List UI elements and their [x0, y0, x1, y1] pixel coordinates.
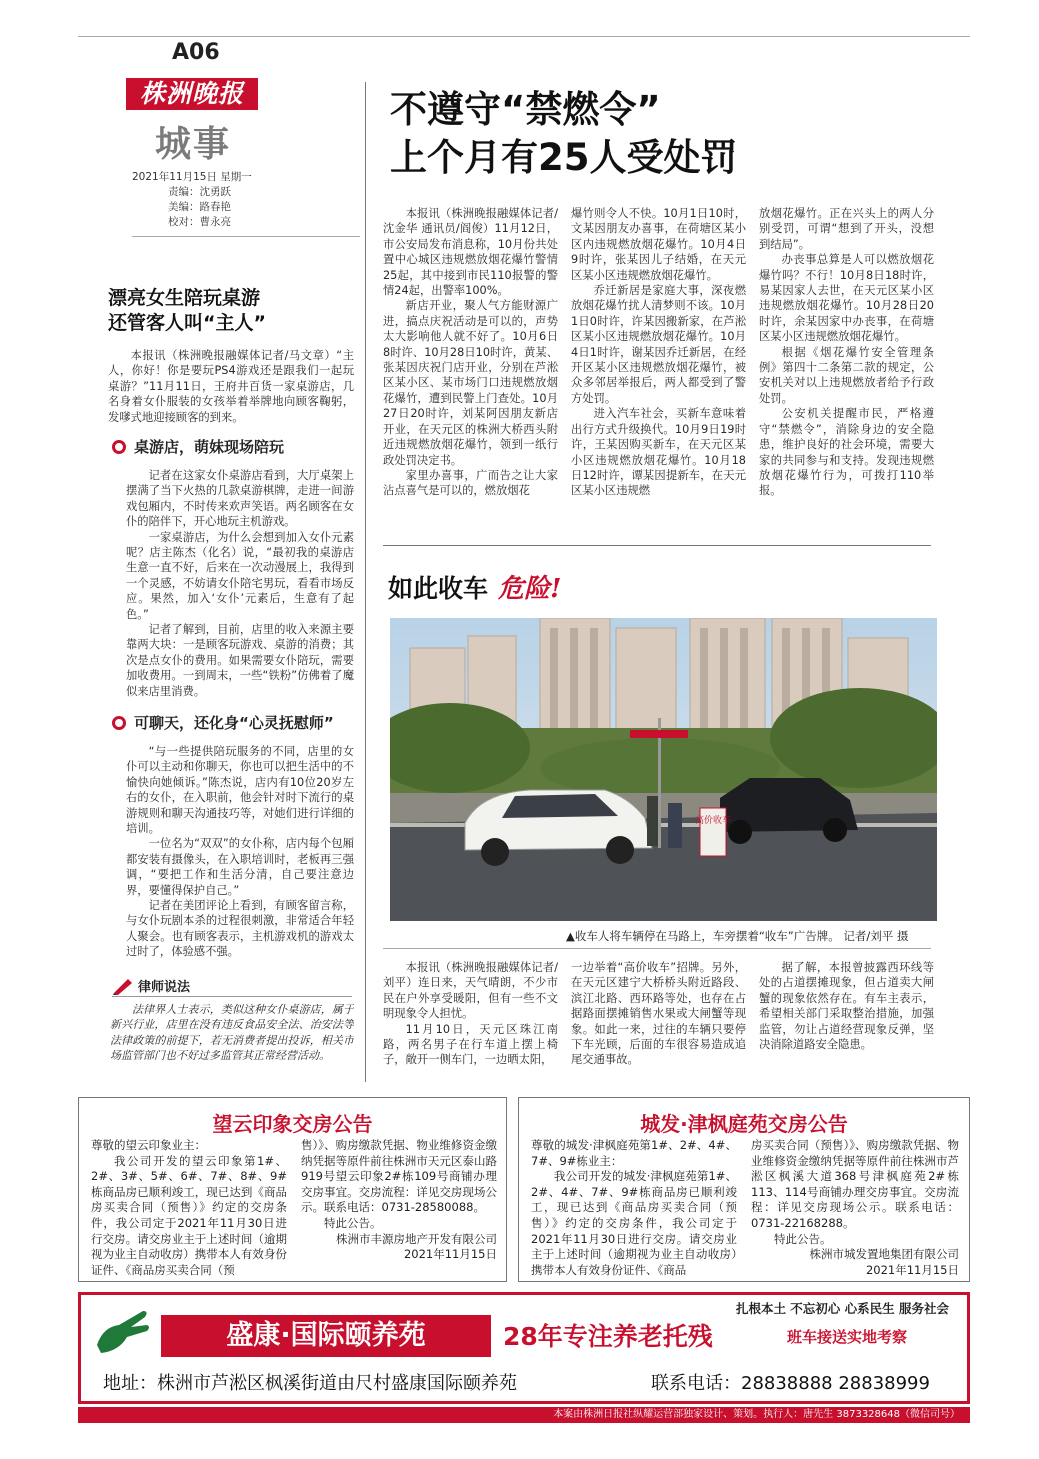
sidebar-headline-line2: 还管客人叫“主人”: [108, 312, 266, 334]
main-headline-line1: 不遵守“禁燃令”: [390, 88, 661, 131]
ad-right-body1: 我公司开发的城发·津枫庭苑第1#、2#、4#、7#、9#栋商品房已顺利竣工，现已达到《商品房买卖合同（预售）》约定的交房条件，我公司定于2021年11月30日进行交房。请交房业主于上述时间（逾期视为业主自动收房）携带本人有效身份证件、《商品: [531, 1169, 737, 1277]
ring-bullet-icon: [112, 716, 126, 730]
banner-slogan: 扎根本土 不忘初心 心系民生 服务社会: [735, 1301, 949, 1316]
ad-left-box: [78, 1097, 507, 1282]
ad-right-company: 株洲市城发置地集团有限公司: [809, 1247, 959, 1262]
page-editor: 责编：沈勇跃: [168, 186, 231, 198]
sidebar-headline-line1: 漂亮女生陪玩桌游: [108, 287, 261, 309]
ad-left-notice: 特此公告。: [324, 1215, 382, 1230]
sidebar-headline: [108, 286, 266, 336]
photo-story-title-emph: 危险!: [498, 574, 562, 604]
main-col2-p2: 乔迁新居是家庭大事，深夜燃放烟花爆竹扰人清梦则不该。10月1日0时许，许某因搬新家，在芦淞区某小区违规燃放烟花爆竹。10月4日1时许，谢某因乔迁新居，在经开区某小区违规燃放烟花爆竹，被众多邻居举报后，两人都受到了警方处罚。: [571, 284, 746, 405]
main-col2-p3: 进入汽车社会，买新车意味着出行方式升级换代。10月9日19时许，王某因购买新车，在天元区某小区违规燃放烟花爆竹。10月18日12时许，谭某因提新车，在天元区某小区违规燃: [571, 407, 746, 498]
ad-right-notice: 特此公告。: [774, 1231, 832, 1246]
banner-ad: [78, 1292, 970, 1404]
sidebar-subhead-1: [112, 436, 284, 457]
ad-right-title: 城发·津枫庭苑交房公告: [640, 1112, 848, 1136]
photo-story-col3: [759, 960, 934, 1080]
banner-service: 班车接送实地考察: [787, 1328, 908, 1346]
sign-board-text: 高价收车: [694, 816, 732, 826]
photo-col3-p1: 据了解，本报曾披露西环线等处的占道摆摊现象，但占道卖大闸蟹的现象依然存在。有车主表示，希望相关部门采取整治措施，加强监管，勿让占道经营现象反弹，坚决消除道路安全隐患。: [759, 961, 934, 1052]
news-photo: [390, 618, 937, 921]
ad-right-date: 2021年11月15日: [865, 1262, 959, 1277]
pen-icon: [112, 977, 134, 995]
lawyer-text-body: 法律界人士表示，类似这种女仆桌游店，属于新兴行业，店里在没有违反食品安全法、治安法等法律政策的前提下，若无消费者提出投诉，相关市场监管部门也不好过多监管其正常经营活动。: [110, 1003, 354, 1063]
paper-name: 株洲晚报: [139, 79, 244, 108]
sidebar-sec1-p2: 一家桌游店，为什么会想到加入女仆元素呢？店主陈杰（化名）说，“最初我的桌游店生意一直不好，后来在一次动漫展上，我得到一个灵感，不妨请女仆陪宅男玩，看看市场反应。果然，加入‘女仆’元素后，生意有了起色。”: [126, 530, 354, 621]
sidebar-subhead-2-text: 可聊天，还化身“心灵抚慰师”: [134, 714, 334, 732]
ad-right-box: [518, 1097, 970, 1282]
main-article-col2: [571, 206, 746, 530]
ad-right-body2: 房买卖合同（预售）》、购房缴款凭据、物业维修资金缴纳凭据等原件前往株洲市芦淞区枫溪大道368号津枫庭苑2#栋113、114号商铺办理交房事宜。交房流程：详见交房现场公示。联系电话：0731-22168288。: [751, 1138, 959, 1230]
main-col3-p4: 公安机关提醒市民，严格遵守“禁燃令”，消除身边的安全隐患，维护良好的社会环境，需要大家的共同参与和支持。发现违规燃放烟花爆竹行为，可拨打110举报。: [759, 407, 934, 498]
main-col1-p1: 本报讯（株洲晚报融媒体记者/沈金华 通讯员/阎俊）11月12日，市公安局发布消息称，10月份共处置中心城区违规燃放烟花爆竹警情25起，其中接到市民110报警的警情24起，出警率100%。: [383, 207, 558, 298]
photo-caption: ▲收车人将车辆停在马路上，车旁摆着“收车”广告牌。 记者/刘平 摄: [566, 929, 909, 943]
main-col3-p2: 办丧事总算是人可以燃放烟花爆竹吗？不行！10月8日18时许，易某因家人去世，在天元区某小区违规燃放烟花爆竹。10月28日20时许，余某因家中办丧事，在荷塘区某小区违规燃放烟花爆竹。: [759, 253, 934, 344]
sidebar-section-2: [126, 744, 354, 968]
paper-logo: [126, 78, 258, 110]
lawyer-text: [110, 1002, 354, 1082]
ring-bullet-icon: [112, 440, 126, 454]
page-proofreader: 校对：曹永亮: [168, 216, 231, 228]
ad-right-col2: [751, 1138, 959, 1278]
sidebar-sec2-p3: 记者在美团评论上看到，有顾客留言称，与女仆玩剧本杀的过程很刺激，非常适合年轻人聚会。也有顾客表示，主机游戏机的游戏太过时了，体验感不强。: [126, 899, 354, 959]
sidebar-sec1-p3: 记者了解到，目前，店里的收入来源主要靠两大块：一是顾客玩游戏、桌游的消费；其次是点女仆的费用。如果需要女仆陪玩，需要加收费用。一到周末，一些“铁粉”仿佛着了魔似来店里消费。: [126, 623, 354, 698]
ad-left-company: 株洲市丰源房地产开发有限公司: [336, 1231, 497, 1246]
page-date: 2021年11月15日 星期一: [132, 171, 252, 183]
page-credits: [132, 170, 252, 230]
ad-left-title: 望云印象交房公告: [212, 1112, 373, 1136]
banner-phone: 联系电话：28838888 28838999: [651, 1373, 930, 1394]
ad-left-body2: 售）》、购房缴款凭据、物业维修资金缴纳凭据等原件前往株洲市天元区泰山路919号望云印象2#栋109号商铺办理交房事宜。交房流程：详见交房现场公示。联系电话：0731-28580088。: [301, 1138, 497, 1215]
ad-left-date: 2021年11月15日: [403, 1247, 497, 1262]
photo-story-title-main: 如此收车: [388, 574, 489, 603]
street-photo-illustration: [390, 618, 937, 921]
sidebar-lead-text: 本报讯（株洲晚报融媒体记者/马文章）“主人，你好！你是要玩PS4游戏还是跟我们一起玩桌游？”11月11日，王府井百货一家桌游店，几名身着女仆服装的女孩举着举牌地向顾客鞠躬，发嗲式地迎接顾客的到来。: [108, 349, 354, 424]
main-col3-p3: 根据《烟花爆竹安全管理条例》第四十二条第二款的规定，公安机关对以上违规燃放者给予行政处罚。: [759, 345, 934, 405]
page-designer: 美编：路春艳: [168, 201, 231, 213]
ad-left-col1: [91, 1138, 287, 1278]
brand-hand-logo-icon: [93, 1305, 151, 1357]
main-article-col1: [383, 206, 558, 530]
ad-right-col1: [531, 1138, 737, 1278]
banner-brand-box: [161, 1315, 491, 1357]
page-number: A06: [172, 40, 220, 65]
sidebar-section-1: [126, 468, 354, 700]
main-headline: [390, 86, 738, 182]
lawyer-label-text: 律师说法: [138, 980, 191, 995]
main-col1-p3: 家里办喜事，广而告之让大家沾点喜气是可以的，燃放烟花: [383, 468, 558, 498]
lawyer-label: [112, 976, 190, 995]
photo-col2-p1: 一边举着“高价收车”招牌。另外，在天元区建宁大桥桥头附近路段、滨江北路、西环路等处，也存在占据路面摆摊销售水果或大闸蟹等现象。如此一来，过往的车辆只要停下车光顾，后面的车很容易造成追尾交通事故。: [571, 961, 746, 1067]
sidebar-lead: [108, 348, 354, 428]
sidebar-sec2-p2: 一位名为“双双”的女仆称，店内每个包厢都安装有摄像头，在入职培训时，老板再三强调，“要把工作和生活分清，自己要注意边界，要懂得保护自己。”: [126, 837, 354, 897]
main-col2-p1: 爆竹则令人不快。10月1日10时，文某因朋友办喜事，在荷塘区某小区内违规燃放烟花爆竹。10月4日9时许，张某因儿子结婚，在天元区某小区违规燃放烟花爆竹。: [571, 207, 746, 282]
banner-tagline: 28年专注养老托残: [503, 1322, 713, 1351]
main-headline-line2: 上个月有25人受处罚: [390, 136, 738, 179]
main-col3-p1: 放烟花爆竹。正在兴头上的两人分别受罚，可谓“想到了开头，没想到结局”。: [759, 207, 934, 251]
ad-left-col2: [301, 1138, 497, 1278]
sidebar-subhead-2: [112, 712, 334, 733]
main-col1-p2: 新店开业，聚人气方能财源广进，搞点庆祝活动是可以的，声势太大影响他人就不好了。10月6日8时许、10月28日10时许，黄某、张某因庆祝门店开业，分别在芦淞区某小区、某市场门口违规燃放烟花爆竹，遭到民警上门查处。10月27日20时许，刘某阿因朋友新店开业，在天元区的株洲大桥西头附近违规燃放烟花爆竹，领到一纸行政处罚决定书。: [383, 299, 558, 467]
photo-col1-p2: 11月10日，天元区珠江南路，两名男子在行车道上摆上椅子，敞开一侧车门，一边晒太阳，: [383, 1022, 558, 1067]
photo-story-col1: [383, 960, 558, 1080]
banner-footer: 本案由株洲日报社纵耀运营部独家设计、策划。执行人：唐先生 3873328648（微信司号）: [78, 1407, 970, 1423]
photo-col1-p1: 本报讯（株洲晚报融媒体记者/刘平）连日来，天气晴朗，不少市民在户外享受暖阳，但有一些不文明现象令人担忧。: [383, 961, 558, 1021]
main-article-col3: [759, 206, 934, 530]
ad-left-greeting: 尊敬的望云印象业主：: [91, 1138, 206, 1152]
ad-right-greeting: 尊敬的城发·津枫庭苑第1#、2#、4#、7#、9#栋业主：: [531, 1138, 737, 1168]
banner-address: 地址：株洲市芦淞区枫溪街道由尺村盛康国际颐养苑: [103, 1373, 517, 1394]
sidebar-sec2-p1: “与一些提供陪玩服务的不同，店里的女仆可以主动和你聊天，你也可以把生活中的不愉快向她倾诉。”陈杰说，店内有10位20岁左右的女仆，在入职前，他会针对时下流行的桌游规则和聊天沟通技巧等，对她们进行详细的培训。: [126, 745, 354, 836]
sidebar-subhead-1-text: 桌游店，萌妹现场陪玩: [134, 438, 285, 456]
photo-story-title: [388, 568, 561, 605]
banner-brand: 盛康·国际颐养苑: [226, 1320, 426, 1351]
photo-story-col2: [571, 960, 746, 1080]
sidebar-sec1-p1: 记者在这家女仆桌游店看到，大厅桌架上摆满了当下火热的几款桌游棋牌，走进一间游戏包厢内，不时传来欢声笑语。两名顾客在女仆的陪伴下，开心地玩主机游戏。: [126, 469, 354, 529]
section-name: 城事: [155, 123, 232, 165]
ad-left-body1: 我公司开发的望云印象第1#、2#、3#、5#、6#、7#、8#、9#栋商品房已顺利竣工，现已达到《商品房买卖合同（预售）》约定的交房条件，我公司定于2021年11月30日进行交房。请交房业主于上述时间（逾期视为业主自动收房）携带本人有效身份证件、《商品房买卖合同（预: [91, 1153, 287, 1277]
